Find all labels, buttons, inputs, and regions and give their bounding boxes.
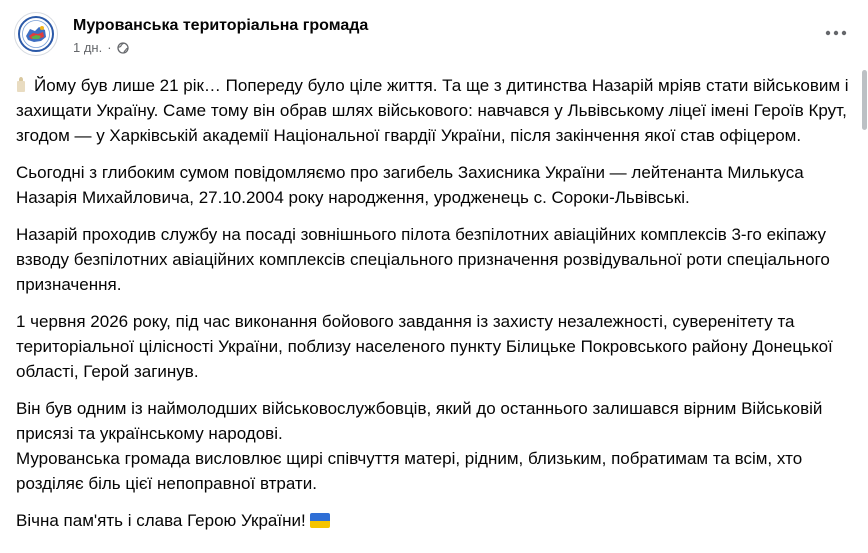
candle-emoji [16,77,26,92]
post-paragraph-text: Йому був лише 21 рік… Попереду було ціле життя. Та ще з дитинства Назарій мріяв стати військовим і захищати Україну. Саме тому він обрав шлях військового: навчався у Львівському ліцеї імені Героїв Крут, згодом — у Харківській академії Національної гвардії України, після закінчення якої став офіцером. [16,76,849,145]
post-paragraph [16,508,852,533]
post-body [16,73,852,545]
post-paragraph: Він був одним із наймолодших військовослужбовців, який до останнього залишався вірним Військовій присязі та українському народові. Мурованська громада висловлює щирі співчуття матері, рідним, близьким, побратимам та всім, хто розділяє біль цієї непоправної втрати. [16,399,823,493]
ukraine-flag-emoji [310,513,330,528]
scrollbar-thumb[interactable] [862,70,867,130]
community-crest-icon[interactable] [14,12,58,56]
post-header [14,12,368,62]
post-paragraph [16,73,852,148]
more-options-icon[interactable] [822,25,850,41]
page-name-link[interactable]: Мурованська територіальна громада [73,17,369,34]
post-paragraph-text: Вічна пам'ять і слава Герою України! [16,511,306,530]
globe-icon[interactable] [117,42,129,54]
post-paragraph: Назарій проходив службу на посаді зовнішнього пілота безпілотних авіаційних комплексів 3-го екіпажу взводу безпілотних авіаційних комплексів спеціального призначення розвідувальної роти спеціального призначення. [16,225,830,294]
post-paragraph: 1 червня 2026 року, під час виконання бойового завдання із захисту незалежності, суверенітету та територіальної цілісності України, поблизу населеного пункту Білицьке Покровського району Донецької області, Герой загинув. [16,312,833,381]
post-subline [73,40,368,56]
post-paragraph: Сьогодні з глибоким сумом повідомляємо про загибель Захисника України — лейтенанта Милькуса Назарія Михайловича, 27.10.2004 року народження, уродженець с. Сороки-Львівські. [16,163,804,207]
post-meta [73,12,368,56]
post-timestamp[interactable]: 1 дн. [73,40,103,55]
separator-dot: · [107,40,112,55]
